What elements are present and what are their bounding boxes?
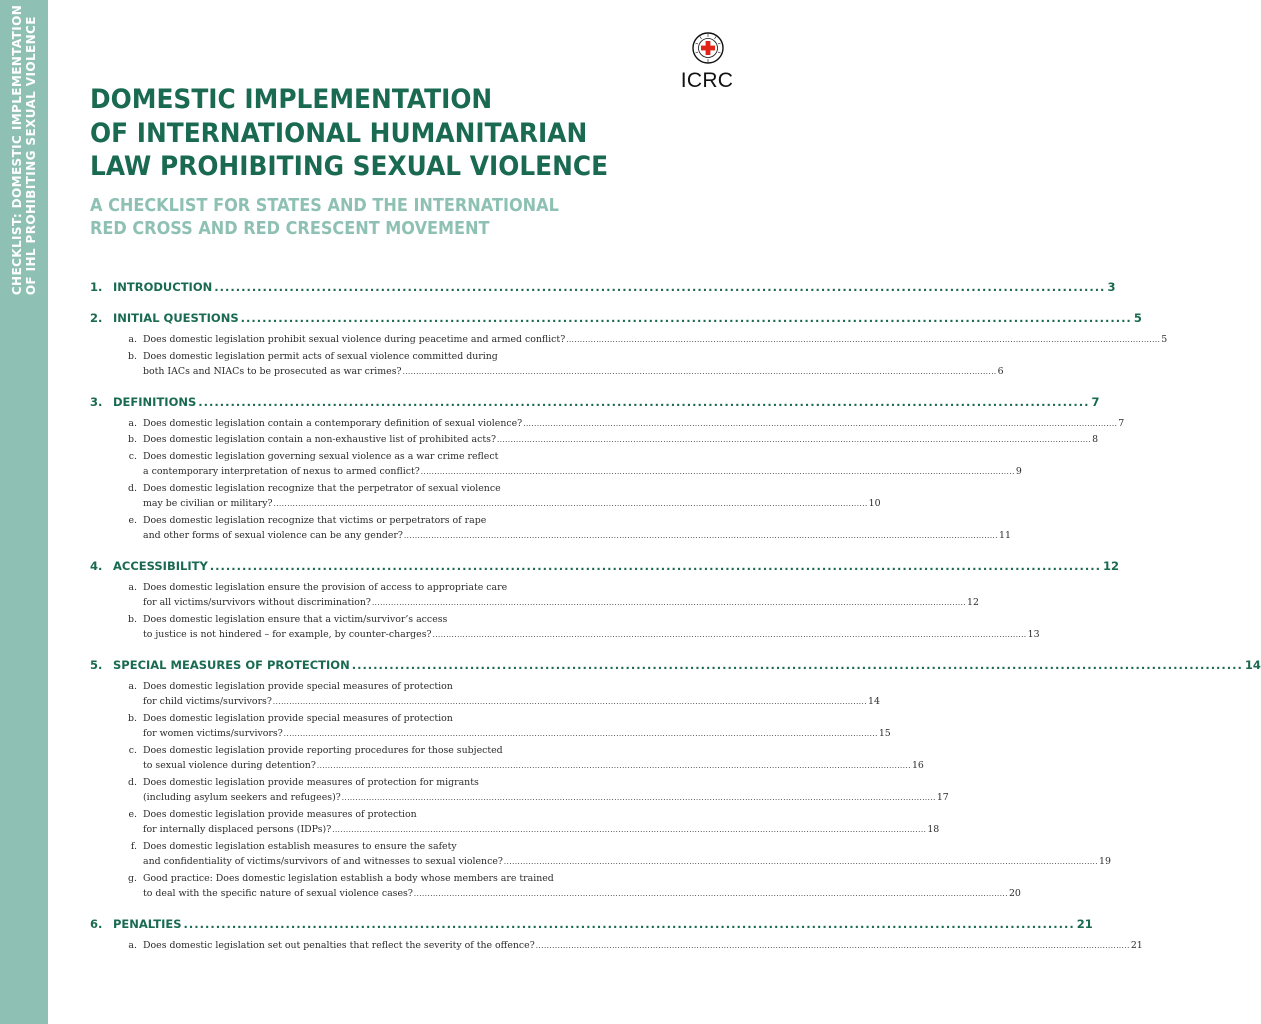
toc-item-line: for all victims/survivors without discrimination? <box>143 597 371 608</box>
toc-item-line: to justice is not hindered – for example, by counter-charges? <box>143 629 432 640</box>
toc-item-last-line <box>143 332 1168 349</box>
sidebar-line-2: OF IHL PROHIBITING SEXUAL VIOLENCE <box>24 16 38 296</box>
document-title <box>90 83 608 184</box>
toc-item-page: 20 <box>1008 888 1021 899</box>
toc-item-last-line <box>143 496 881 513</box>
toc-item-text <box>143 416 1125 433</box>
toc-item-page: 13 <box>1027 629 1040 640</box>
toc-item-line: Does domestic legislation recognize that the perpetrator of sexual violence <box>143 482 501 494</box>
toc-leader-dots <box>421 465 1015 481</box>
document-subtitle <box>90 195 559 241</box>
toc-item-page: 16 <box>911 760 924 771</box>
toc-item[interactable] <box>90 839 1111 871</box>
toc-item[interactable] <box>90 775 949 807</box>
toc-item-page: 14 <box>867 696 880 707</box>
title-line-3: LAW PROHIBITING SEXUAL VIOLENCE <box>90 151 609 182</box>
toc-section-number: 6. <box>90 916 103 931</box>
toc-item[interactable] <box>90 807 940 839</box>
toc-item-page: 12 <box>967 597 979 608</box>
toc-item-page: 8 <box>1092 434 1099 445</box>
toc-leader-dots <box>273 695 867 711</box>
toc-leader-dots <box>210 559 1101 573</box>
toc-item-letter: c. <box>128 450 137 462</box>
toc-item-text <box>143 432 1099 449</box>
toc-item-text <box>143 349 1004 381</box>
toc-leader-dots <box>284 727 878 743</box>
toc-leader-dots <box>342 791 936 807</box>
toc-item-letter: d. <box>128 776 137 788</box>
toc-item-text <box>143 839 1111 871</box>
toc-section-title: DEFINITIONS <box>113 394 197 409</box>
toc-item-text <box>143 871 1021 903</box>
toc-item-last-line <box>143 416 1125 433</box>
toc-item[interactable] <box>90 938 1143 955</box>
subtitle-line-2: RED CROSS AND RED CRESCENT MOVEMENT <box>90 219 490 239</box>
toc-item-line: both IACs and NIACs to be prosecuted as war crimes? <box>143 366 402 377</box>
toc-item-line: may be civilian or military? <box>143 498 273 509</box>
sidebar-line-1: CHECKLIST: DOMESTIC IMPLEMENTATION <box>10 4 24 296</box>
toc-item-last-line <box>143 938 1143 955</box>
toc-item-last-line <box>143 886 1021 903</box>
toc-item[interactable] <box>90 332 1168 349</box>
toc-item[interactable] <box>90 580 979 612</box>
toc-leader-dots <box>352 658 1243 672</box>
toc-leader-dots <box>317 759 911 775</box>
toc-item-list <box>90 332 1168 381</box>
toc-item-last-line <box>143 758 924 775</box>
toc-item-last-line <box>143 595 979 612</box>
toc-item-line: and confidentiality of victims/survivors of and witnesses to sexual violence? <box>143 856 503 867</box>
subtitle-line-1: A CHECKLIST FOR STATES AND THE INTERNATIONAL <box>90 196 559 216</box>
toc-item-letter: e. <box>128 514 137 526</box>
toc-item-letter: f. <box>130 840 137 852</box>
toc-item-page: 10 <box>868 498 881 509</box>
toc-section-page: 14 <box>1244 657 1261 672</box>
toc-leader-dots <box>198 395 1089 409</box>
toc-item-list <box>90 938 1143 955</box>
toc-leader-dots <box>404 529 998 545</box>
toc-item-last-line <box>143 694 880 711</box>
toc-section-number: 3. <box>90 394 103 409</box>
toc-leader-dots <box>332 823 926 839</box>
toc-item-letter: a. <box>128 939 137 951</box>
toc-item-line: Does domestic legislation ensure the provision of access to appropriate care <box>143 581 508 593</box>
toc-leader-dots <box>504 855 1098 871</box>
toc-section-title: INTRODUCTION <box>113 280 213 294</box>
toc-item-line: for women victims/survivors? <box>143 728 283 739</box>
toc-item-line: and other forms of sexual violence can be any gender? <box>143 530 403 541</box>
toc-section-heading[interactable] <box>90 311 1142 328</box>
toc-leader-dots <box>372 596 966 612</box>
toc-item-line: Does domestic legislation set out penalties that reflect the severity of the offence? <box>143 939 535 951</box>
icrc-logo <box>676 32 738 102</box>
toc-item-page: 5 <box>1161 334 1168 345</box>
toc-section <box>90 657 1261 903</box>
toc-section-page: 12 <box>1103 558 1120 573</box>
table-of-contents <box>90 280 1261 968</box>
toc-section-page: 21 <box>1076 916 1093 931</box>
toc-item-line: (including asylum seekers and refugees)? <box>143 792 341 803</box>
toc-item[interactable] <box>90 449 1022 481</box>
toc-item-letter: a. <box>128 581 137 593</box>
toc-leader-dots <box>497 433 1091 449</box>
toc-item-letter: b. <box>128 434 137 445</box>
toc-item-line: Does domestic legislation provide measures of protection for migrants <box>143 776 479 788</box>
toc-item-list <box>90 416 1125 545</box>
toc-item-text <box>143 580 979 612</box>
toc-item-line: Does domestic legislation provide measures of protection <box>143 808 417 820</box>
toc-item-page: 18 <box>927 824 940 835</box>
toc-item-last-line <box>143 364 1004 381</box>
red-cross-emblem-icon <box>692 32 724 64</box>
sidebar-running-title <box>10 5 38 295</box>
toc-leader-dots <box>566 333 1160 349</box>
toc-item-page: 6 <box>997 366 1004 377</box>
toc-item-page: 21 <box>1130 939 1143 951</box>
toc-item-page: 15 <box>878 728 891 739</box>
toc-item[interactable] <box>90 743 924 775</box>
toc-item-letter: e. <box>128 808 137 820</box>
toc-item-list <box>90 679 1111 903</box>
toc-section-number: 1. <box>90 280 103 294</box>
toc-item-letter: a. <box>128 417 137 429</box>
toc-item[interactable] <box>90 612 1040 644</box>
toc-section-heading[interactable] <box>90 394 1100 412</box>
toc-item[interactable] <box>90 432 1099 449</box>
toc-leader-dots <box>414 887 1008 903</box>
toc-item-line: Does domestic legislation recognize that victims or perpetrators of rape <box>143 514 487 526</box>
toc-item-text <box>143 513 1011 545</box>
toc-section-title: ACCESSIBILITY <box>113 558 208 573</box>
toc-item-last-line <box>143 464 1022 481</box>
toc-item[interactable] <box>90 349 1004 381</box>
toc-item-last-line <box>143 790 949 807</box>
toc-leader-dots <box>433 628 1027 644</box>
toc-item-line: Does domestic legislation prohibit sexual violence during peacetime and armed conflict? <box>143 334 566 345</box>
toc-item-line: Does domestic legislation contain a contemporary definition of sexual violence? <box>143 417 523 429</box>
toc-item-text <box>143 679 880 711</box>
toc-item-last-line <box>143 627 1040 644</box>
toc-item-page: 19 <box>1099 856 1111 867</box>
toc-leader-dots <box>274 497 868 513</box>
toc-item-last-line <box>143 854 1111 871</box>
toc-item-line: Does domestic legislation governing sexual violence as a war crime reflect <box>143 450 499 462</box>
toc-item-text <box>143 711 891 743</box>
toc-item-line: Does domestic legislation provide special measures of protection <box>143 712 453 724</box>
toc-section-page: 3 <box>1107 280 1116 294</box>
toc-item-text <box>143 807 940 839</box>
toc-leader-dots <box>536 939 1130 955</box>
toc-item-list <box>90 580 1040 644</box>
toc-item-line: for internally displaced persons (IDPs)? <box>143 824 332 835</box>
toc-item-page: 11 <box>999 530 1011 541</box>
toc-item-letter: c. <box>128 744 137 756</box>
toc-section-heading[interactable] <box>90 916 1093 934</box>
toc-item[interactable] <box>90 711 891 743</box>
toc-section-number: 5. <box>90 657 103 672</box>
toc-section-number: 2. <box>90 311 103 325</box>
toc-section <box>90 916 1143 955</box>
title-line-1: DOMESTIC IMPLEMENTATION <box>90 84 493 115</box>
toc-item-letter: a. <box>128 334 137 345</box>
toc-item-letter: a. <box>128 680 137 692</box>
toc-item-page: 17 <box>936 792 949 803</box>
toc-item-text <box>143 743 924 775</box>
toc-item-last-line <box>143 726 891 743</box>
toc-item-line: Does domestic legislation provide reporting procedures for those subjected <box>143 744 503 756</box>
toc-item-line: a contemporary interpretation of nexus to armed conflict? <box>143 466 420 477</box>
toc-leader-dots <box>523 417 1117 433</box>
toc-leader-dots <box>214 280 1105 294</box>
toc-section <box>90 558 1120 644</box>
toc-section-title: SPECIAL MEASURES OF PROTECTION <box>113 657 350 672</box>
toc-leader-dots <box>403 365 997 381</box>
toc-item-line: Does domestic legislation establish measures to ensure the safety <box>143 840 457 852</box>
toc-item-letter: b. <box>128 712 137 724</box>
toc-item[interactable] <box>90 416 1125 433</box>
toc-section-heading[interactable] <box>90 657 1261 675</box>
toc-section <box>90 280 1116 297</box>
toc-item-last-line <box>143 432 1099 449</box>
toc-item-text <box>143 775 949 807</box>
toc-item[interactable] <box>90 481 881 513</box>
toc-item-letter: b. <box>128 613 137 625</box>
toc-item-last-line <box>143 822 940 839</box>
toc-section-title: INITIAL QUESTIONS <box>113 311 239 325</box>
toc-item-text <box>143 938 1143 955</box>
toc-item-letter: d. <box>128 482 137 494</box>
toc-section <box>90 394 1125 545</box>
toc-section-title: PENALTIES <box>113 916 182 931</box>
toc-item-line: Does domestic legislation permit acts of sexual violence committed during <box>143 350 498 362</box>
toc-item[interactable] <box>90 513 1011 545</box>
toc-leader-dots <box>184 917 1075 931</box>
toc-section-heading[interactable] <box>90 280 1116 297</box>
toc-item-letter: g. <box>128 872 137 884</box>
toc-item-line: Does domestic legislation ensure that a victim/survivor’s access <box>143 613 448 625</box>
toc-section-number: 4. <box>90 558 103 573</box>
toc-item-text <box>143 449 1022 481</box>
toc-item[interactable] <box>90 679 880 711</box>
toc-item-text <box>143 332 1168 349</box>
toc-section-page: 7 <box>1091 394 1100 409</box>
toc-leader-dots <box>241 311 1132 325</box>
toc-item-line: for child victims/survivors? <box>143 696 272 707</box>
toc-item-text <box>143 481 881 513</box>
toc-item-page: 7 <box>1118 417 1125 429</box>
title-line-2: OF INTERNATIONAL HUMANITARIAN <box>90 117 588 149</box>
toc-item-text <box>143 612 1040 644</box>
toc-section-page: 5 <box>1133 311 1142 325</box>
toc-item-line: Good practice: Does domestic legislation establish a body whose members are trained <box>143 872 554 884</box>
toc-item[interactable] <box>90 871 1021 903</box>
toc-item-line: to sexual violence during detention? <box>143 760 316 771</box>
toc-section <box>90 311 1168 381</box>
toc-item-line: Does domestic legislation provide special measures of protection <box>143 680 453 692</box>
toc-item-letter: b. <box>128 350 137 362</box>
toc-item-line: to deal with the specific nature of sexual violence cases? <box>143 888 413 899</box>
toc-item-line: Does domestic legislation contain a non-exhaustive list of prohibited acts? <box>143 434 496 445</box>
toc-section-heading[interactable] <box>90 558 1120 576</box>
icrc-logo-text: ICRC <box>680 69 734 92</box>
sidebar-band <box>0 0 48 1024</box>
toc-item-page: 9 <box>1015 466 1022 477</box>
toc-item-last-line <box>143 528 1011 545</box>
